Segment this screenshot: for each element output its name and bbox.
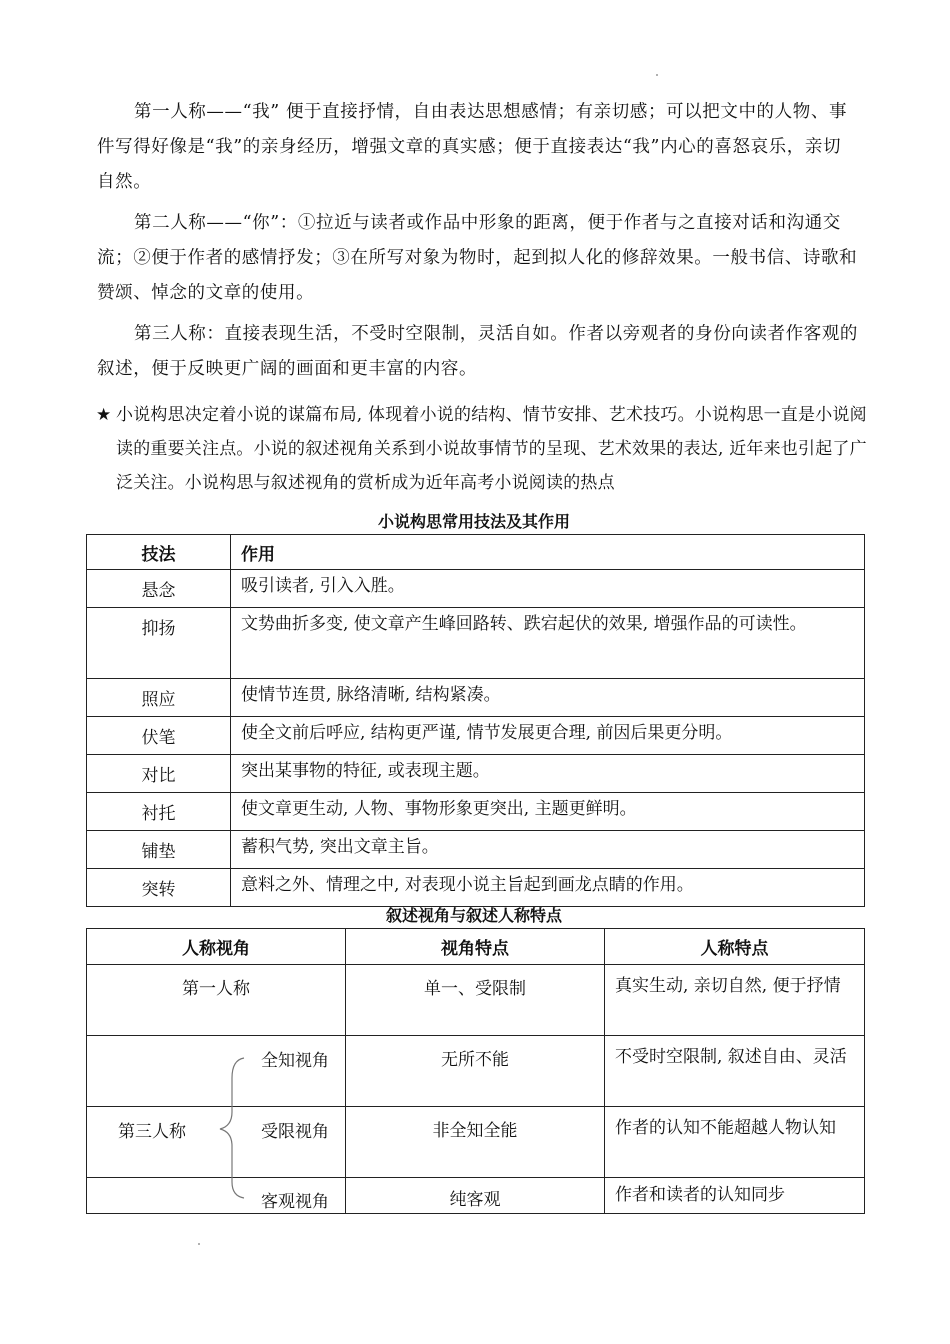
table-header-row: [87, 535, 865, 570]
table-row: [87, 608, 865, 679]
header-view-trait: 视角特点: [346, 929, 605, 965]
technique-cell: 突转: [87, 869, 231, 907]
paragraph-first-person: 第一人称——“我” 便于直接抒情，自由表达思想感情；有亲切感；可以把文中的人物、事件写得好像是“我”的亲身经历，增强文章的真实感；便于直接表达“我”内心的喜怒哀乐，亲切自然。: [97, 102, 848, 192]
paragraph-third-person: 第三人称：直接表现生活，不受时空限制，灵活自如。作者以旁观者的身份向读者作客观的叙述，便于反映更广阔的画面和更丰富的内容。: [97, 324, 858, 379]
first-person-view: 单一、受限制: [346, 965, 605, 1036]
table-row: [87, 831, 865, 869]
effect-cell: 使文章更生动, 人物、事物形象更突出, 主题更鲜明。: [231, 793, 865, 831]
techniques-table: [86, 534, 865, 907]
table-header-row: [87, 929, 865, 965]
technique-cell: 伏笔: [87, 717, 231, 755]
effect-cell: 使情节连贯, 脉络清晰, 结构紧凑。: [231, 679, 865, 717]
technique-cell: 铺垫: [87, 831, 231, 869]
table-row: [87, 679, 865, 717]
omniscient-view: 无所不能: [346, 1036, 605, 1107]
header-effect: 作用: [231, 535, 865, 570]
omniscient-trait: 不受时空限制, 叙述自由、灵活: [605, 1036, 865, 1107]
table-row: [87, 755, 865, 793]
first-person-trait: 真实生动, 亲切自然, 便于抒情: [605, 965, 865, 1036]
effect-cell: 吸引读者, 引入入胜。: [231, 570, 865, 608]
table-row-omniscient: [87, 1036, 865, 1107]
note-text: 小说构思决定着小说的谋篇布局, 体现着小说的结构、情节安排、艺术技巧。小说构思一直是小说阅读的重要关注点。小说的叙述视角关系到小说故事情节的呈现、艺术效果的表达, 近年来也引起了广泛关注。小说构思与叙述视角的赏析成为近年高考小说阅读的热点: [116, 405, 867, 493]
first-person-label: 第一人称: [87, 965, 346, 1036]
note-paragraph: [96, 398, 882, 500]
table-row: [87, 570, 865, 608]
technique-cell: 照应: [87, 679, 231, 717]
omniscient-label: 全知视角: [261, 1051, 329, 1071]
star-icon: ★: [96, 405, 112, 425]
table-row: [87, 869, 865, 907]
effect-cell: 突出某事物的特征, 或表现主题。: [231, 755, 865, 793]
technique-cell: 衬托: [87, 793, 231, 831]
page-mark-bottom: [198, 1243, 200, 1245]
paragraph-second-person: 第二人称——“你”：①拉近与读者或作品中形象的距离，便于作者与之直接对话和沟通交流；②便于作者的感情抒发；③在所写对象为物时，起到拟人化的修辞效果。一般书信、诗歌和赞颂、悼念的文章的使用。: [97, 213, 858, 303]
header-technique: 技法: [87, 535, 231, 570]
limited-label: 受限视角: [261, 1122, 329, 1142]
technique-cell: 悬念: [87, 570, 231, 608]
table-row-first-person: [87, 965, 865, 1036]
table-row-limited: [87, 1107, 865, 1178]
brace-icon: [212, 1052, 252, 1202]
objective-trait: 作者和读者的认知同步: [605, 1178, 865, 1214]
page-mark-top: [656, 74, 658, 76]
table-row: [87, 793, 865, 831]
third-person-label: 第三人称: [118, 1122, 186, 1142]
limited-view: 非全知全能: [346, 1107, 605, 1178]
effect-cell: 蓄积气势, 突出文章主旨。: [231, 831, 865, 869]
objective-label: 客观视角: [261, 1192, 329, 1212]
technique-cell: 抑扬: [87, 608, 231, 679]
effect-cell: 意料之外、情理之中, 对表现小说主旨起到画龙点睛的作用。: [231, 869, 865, 907]
limited-trait: 作者的认知不能超越人物认知: [605, 1107, 865, 1178]
header-person-view: 人称视角: [87, 929, 346, 965]
table-row: [87, 717, 865, 755]
effect-cell: 使全文前后呼应, 结构更严谨, 情节发展更合理, 前因后果更分明。: [231, 717, 865, 755]
objective-view: 纯客观: [346, 1178, 605, 1214]
technique-cell: 对比: [87, 755, 231, 793]
table1-caption: 小说构思常用技法及其作用: [377, 512, 570, 531]
table-row-objective: [87, 1178, 865, 1214]
perspective-table: [86, 928, 865, 1214]
header-person-trait: 人称特点: [605, 929, 865, 965]
table2-caption: 叙述视角与叙述人称特点: [385, 906, 562, 925]
effect-cell: 文势曲折多变, 使文章产生峰回路转、跌宕起伏的效果, 增强作品的可读性。: [231, 608, 865, 679]
